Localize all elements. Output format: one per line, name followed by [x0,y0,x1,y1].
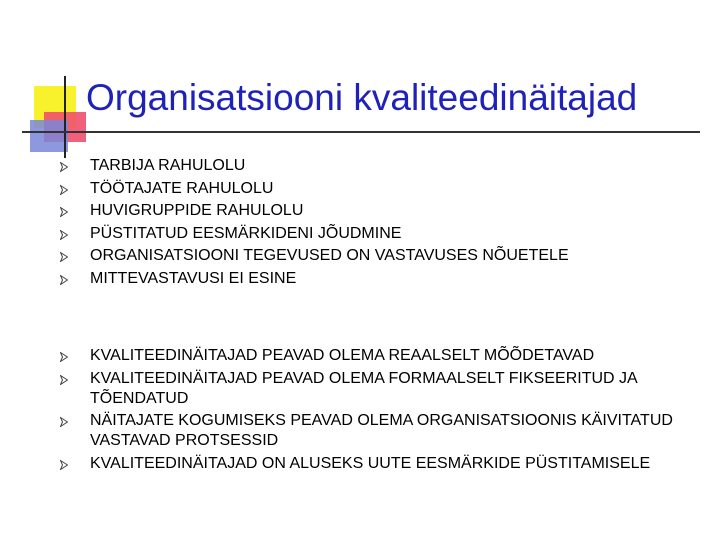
bullet-list-requirements [60,346,700,476]
list-item [60,179,700,199]
arrowhead-bullet-icon [60,460,68,470]
list-item-text: NÄITAJATE KOGUMISEKS PEAVAD OLEMA ORGANISATSIOONIS KÄIVITATUD VASTAVAD PROTSESSID [90,412,673,449]
list-item [60,269,700,289]
list-item [60,246,700,266]
list-item [60,346,700,366]
list-item-text: HUVIGRUPPIDE RAHULOLU [90,202,304,219]
arrowhead-bullet-icon [60,162,68,172]
arrowhead-bullet-icon [60,275,68,285]
bullet-list-indicators [60,156,700,291]
list-item-text: TÖÖTAJATE RAHULOLU [90,179,274,197]
arrowhead-bullet-icon [60,230,68,240]
arrowhead-bullet-icon [60,207,68,217]
list-item-text: KVALITEEDINÄITAJAD PEAVAD OLEMA REAALSELT MÕÕDETAVAD [90,347,595,364]
list-item [60,156,700,176]
list-item-text: TARBIJA RAHULOLU [90,157,246,174]
arrowhead-bullet-icon [60,252,68,262]
list-item [60,454,700,474]
list-item [60,201,700,221]
decor-vertical-line [64,76,66,158]
list-item-text: ORGANISATSIOONI TEGEVUSED ON VASTAVUSES NÕUETELE [90,247,569,264]
arrowhead-bullet-icon [60,375,68,385]
list-item-text: KVALITEEDINÄITAJAD PEAVAD OLEMA FORMAALSELT FIKSEERITUD JA TÕENDATUD [90,369,637,407]
list-item [60,224,700,244]
arrowhead-bullet-icon [60,352,68,362]
arrowhead-bullet-icon [60,417,68,427]
arrowhead-bullet-icon [60,185,68,195]
list-item [60,369,700,409]
title-divider-line [22,131,700,133]
list-item-text: MITTEVASTAVUSI EI ESINE [90,269,297,287]
decor-blue-square [30,120,68,152]
list-item [60,411,700,451]
list-item-text: KVALITEEDINÄITAJAD ON ALUSEKS UUTE EESMÄRKIDE PÜSTITAMISELE [90,454,651,472]
list-item-text: PÜSTITATUD EESMÄRKIDENI JÕUDMINE [90,224,402,242]
page-title: Organisatsiooni kvaliteedinäitajad [86,77,638,118]
